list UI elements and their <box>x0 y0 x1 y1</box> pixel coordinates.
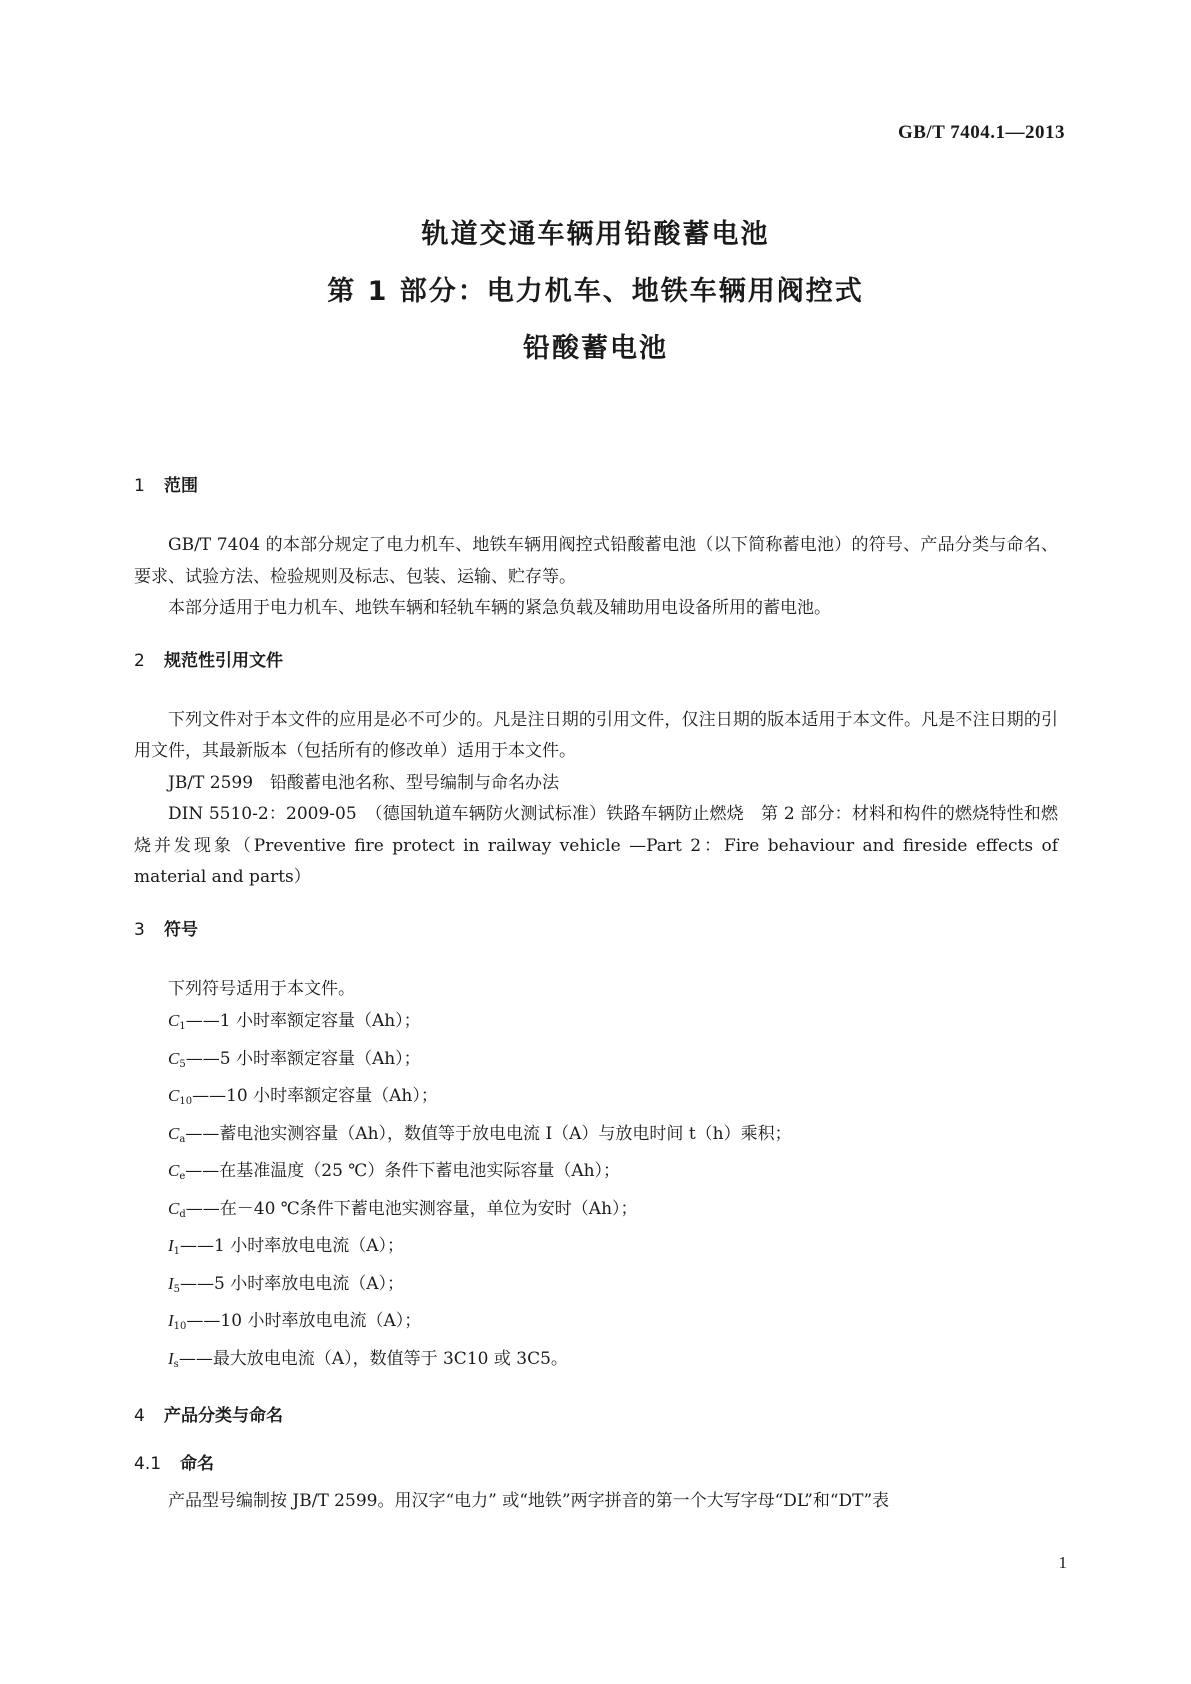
paragraph: 下列文件对于本文件的应用是必不可少的。凡是注日期的引用文件，仅注日期的版本适用于本文件。凡是不注日期的引用文件，其最新版本（包括所有的修改单）适用于本文件。 <box>134 709 1058 761</box>
reference-item: JB/T 2599 铅酸蓄电池名称、型号编制与命名办法 <box>168 772 560 793</box>
section-4-heading <box>134 1402 1058 1430</box>
symbol-subscript: 1 <box>179 1021 186 1032</box>
symbol-item <box>134 1005 1058 1043</box>
symbol-item <box>134 1268 1058 1306</box>
symbol-description: ——10 小时率额定容量（Ah）； <box>192 1086 438 1106</box>
page-number: 1 <box>1058 1553 1067 1572</box>
section-title: 产品分类与命名 <box>164 1406 283 1426</box>
section-number: 1 <box>134 476 145 496</box>
symbol-description: ——在基准温度（25 ℃）条件下蓄电池实际容量（Ah）； <box>185 1161 621 1181</box>
symbol-letter: C <box>168 1198 180 1218</box>
section-title: 符号 <box>164 919 198 940</box>
symbol-letter: C <box>168 1011 180 1030</box>
symbol-letter: C <box>168 1086 180 1105</box>
title-line-2: 第 1 部分：电力机车、地铁车辆用阀控式 <box>327 276 864 307</box>
symbol-subscript: 10 <box>179 1096 193 1107</box>
paragraph: 产品型号编制按 JB/T 2599。用汉字“电力” 或“地铁”两字拼音的第一个大写字母“DL”和“DT”表 <box>168 1491 890 1511</box>
symbol-subscript: a <box>179 1133 186 1145</box>
symbol-letter: I <box>168 1348 174 1368</box>
title-line-3: 铅酸蓄电池 <box>523 333 668 364</box>
symbol-subscript: s <box>173 1358 179 1370</box>
symbol-item <box>134 1118 1058 1156</box>
section-title: 规范性引用文件 <box>164 650 283 671</box>
symbol-description: ——最大放电电流（A），数值等于 3C10 或 3C5。 <box>178 1348 568 1369</box>
section-2-heading <box>134 647 1058 675</box>
subsection-title: 命名 <box>180 1454 214 1474</box>
symbol-description: ——1 小时率放电电流（A）； <box>180 1236 405 1256</box>
symbol-subscript: 10 <box>173 1321 187 1332</box>
symbol-description: ——1 小时率额定容量（Ah）； <box>185 1011 421 1031</box>
section-1-heading <box>134 472 1058 500</box>
symbol-item <box>134 1305 1058 1343</box>
symbol-letter: I <box>168 1311 174 1330</box>
symbol-subscript: e <box>179 1171 186 1182</box>
standard-number: GB/T 7404.1—2013 <box>897 122 1065 143</box>
symbol-subscript: 1 <box>173 1246 181 1257</box>
title-line-1: 轨道交通车辆用铅酸蓄电池 <box>421 219 770 250</box>
symbol-subscript: 5 <box>179 1058 186 1070</box>
symbol-letter: C <box>168 1123 180 1143</box>
symbol-list <box>134 1005 1058 1380</box>
document-title <box>0 206 1191 377</box>
symbol-subscript: d <box>179 1208 186 1220</box>
symbol-letter: I <box>168 1273 174 1293</box>
subsection-number: 4.1 <box>134 1454 162 1474</box>
reference-item: DIN 5510-2：2009-05 （德国轨道车辆防火测试标准）铁路车辆防止燃烧 第 2 部分：材料和构件的燃烧特性和燃烧并发现象（Preventive fire protect in railway vehicle —Part 2：Fire behaviour and fireside effects of material and parts） <box>134 804 1058 887</box>
symbol-description: ——在－40 ℃条件下蓄电池实测容量，单位为安时（Ah）； <box>185 1198 638 1219</box>
symbol-item <box>134 1343 1058 1381</box>
symbol-item <box>134 1080 1058 1118</box>
symbol-item <box>134 1193 1058 1231</box>
section-number: 2 <box>134 650 145 671</box>
symbol-item <box>134 1155 1058 1193</box>
section-3-heading <box>134 916 1058 944</box>
symbol-letter: C <box>168 1048 180 1068</box>
symbol-description: ——10 小时率放电电流（A）； <box>186 1311 422 1331</box>
symbol-subscript: 5 <box>173 1283 181 1295</box>
section-number: 3 <box>134 919 145 940</box>
paragraph: GB/T 7404 的本部分规定了电力机车、地铁车辆用阀控式铅酸蓄电池（以下简称蓄电池）的符号、产品分类与命名、要求、试验方法、检验规则及标志、包装、运输、贮存等。 <box>134 535 1058 587</box>
symbol-letter: C <box>168 1161 180 1180</box>
symbol-item <box>134 1043 1058 1081</box>
section-title: 范围 <box>164 476 198 496</box>
paragraph: 本部分适用于电力机车、地铁车辆和轻轨车辆的紧急负载及辅助用电设备所用的蓄电池。 <box>168 598 831 618</box>
section-number: 4 <box>134 1406 145 1426</box>
symbol-description: ——5 小时率放电电流（A）； <box>180 1273 405 1294</box>
symbol-letter: I <box>168 1236 174 1255</box>
symbols-intro: 下列符号适用于本文件。 <box>168 978 355 999</box>
symbol-description: ——蓄电池实测容量（Ah），数值等于放电电流 I（A）与放电时间 t（h）乘积； <box>185 1123 792 1144</box>
document-body <box>134 472 1058 1518</box>
subsection-4-1-heading <box>134 1450 1058 1478</box>
symbol-description: ——5 小时率额定容量（Ah）； <box>185 1048 421 1069</box>
symbol-item <box>134 1230 1058 1268</box>
